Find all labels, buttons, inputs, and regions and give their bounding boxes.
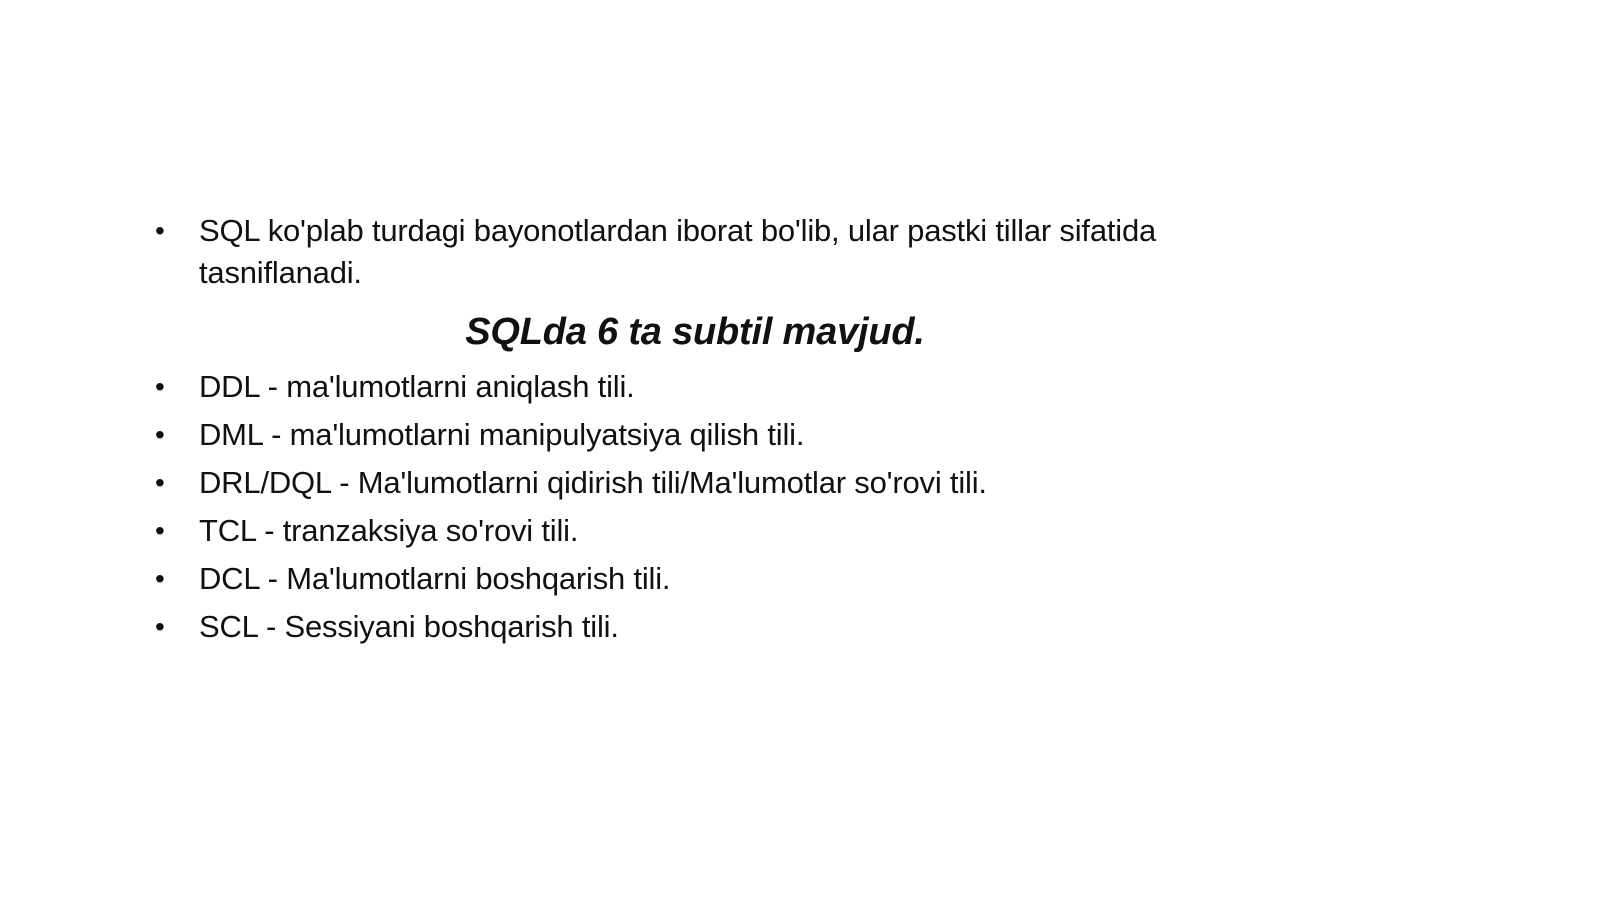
list-item [155, 510, 1385, 558]
bullet-icon: • [155, 563, 165, 594]
list-item-text: DCL - Ma'lumotlarni boshqarish tili. [199, 561, 671, 596]
bullet-icon: • [155, 467, 165, 498]
list-item-text: TCL - tranzaksiya so'rovi tili. [199, 513, 579, 548]
slide-content [155, 210, 1385, 654]
list-item-text: DDL - ma'lumotlarni aniqlash tili. [199, 369, 635, 404]
bullet-icon: • [155, 515, 165, 546]
list-item [155, 606, 1385, 654]
list-item-text: SCL - Sessiyani boshqarish tili. [199, 609, 619, 644]
list-item [155, 414, 1385, 462]
intro-bullet [155, 210, 1385, 294]
list-item-text: DML - ma'lumotlarni manipulyatsiya qilish tili. [199, 417, 805, 452]
intro-text: SQL ko'plab turdagi bayonotlardan iborat bo'lib, ular pastki tillar sifatida tasniflanadi. [199, 213, 1157, 290]
bullet-icon: • [155, 419, 165, 450]
bullet-icon: • [155, 371, 165, 402]
list-item [155, 462, 1385, 510]
slide-heading: SQLda 6 ta subtil mavjud. [465, 311, 925, 353]
list-item [155, 558, 1385, 606]
list-item [155, 366, 1385, 414]
list-item-text: DRL/DQL - Ma'lumotlarni qidirish tili/Ma'lumotlar so'rovi tili. [199, 465, 987, 500]
bullet-icon: • [155, 611, 165, 642]
bullet-icon: • [155, 215, 165, 246]
